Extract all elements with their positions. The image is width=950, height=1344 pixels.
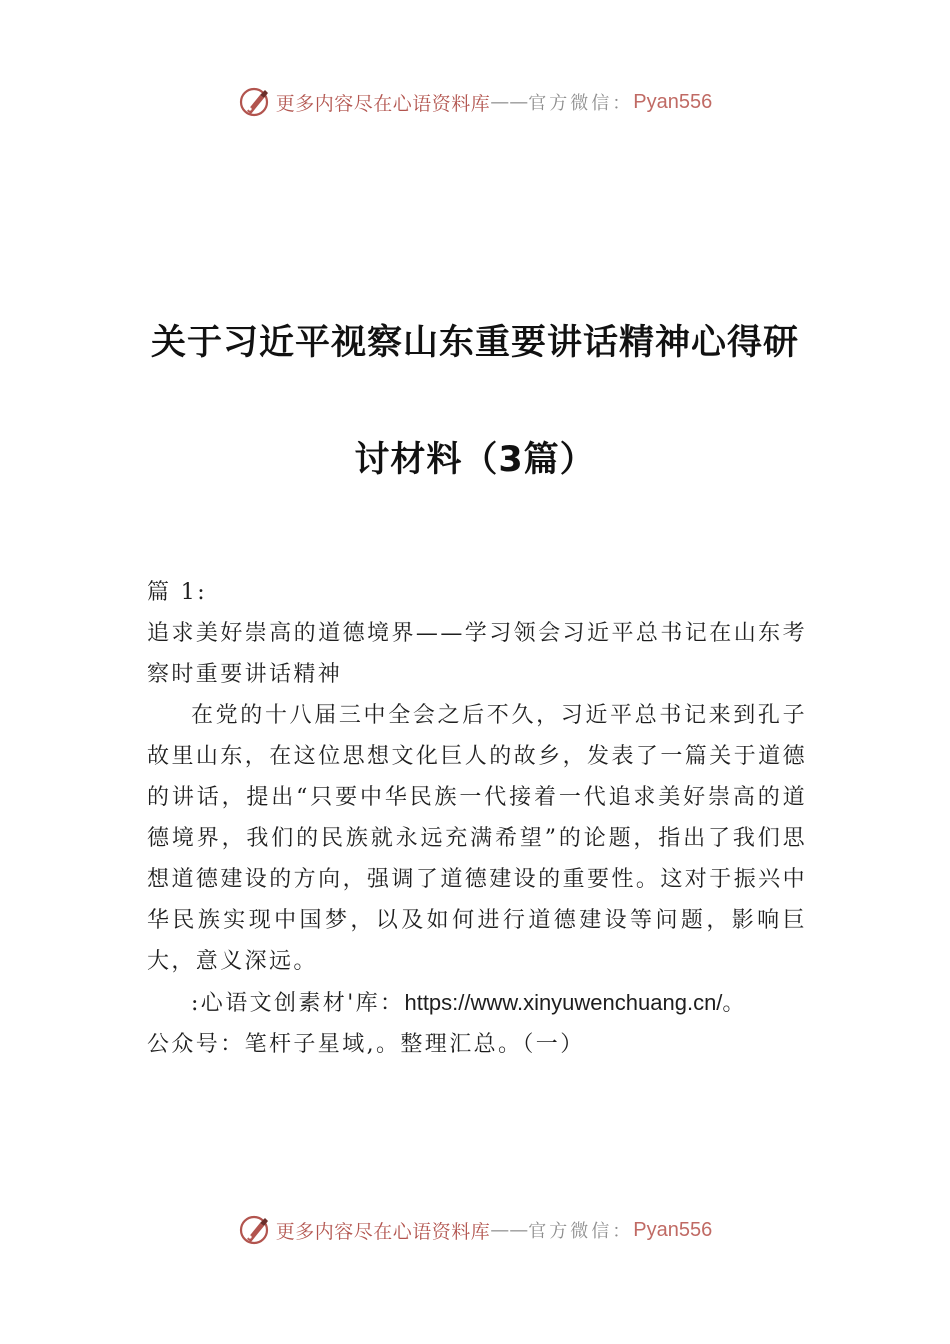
- banner-wechat-id: Pyan556: [633, 1218, 713, 1241]
- source-suffix: 。: [722, 991, 747, 1016]
- body-paragraph: 在党的十八届三中全会之后不久，习近平总书记来到孔子故里山东，在这位思想文化巨人的故乡，发表了一篇关于道德的讲话，提出“只要中华民族一代接着一代追求美好崇高的道德境界，我们的民族就永远充满希望”的论题，指出了我们思想道德建设的方向，强调了道德建设的重要性。这对于振兴中华民族实现中国梦，以及如何进行道德建设等问题，影响巨大，意义深远。: [147, 703, 807, 974]
- banner-wechat-id: Pyan556: [633, 90, 713, 113]
- header-banner: [0, 82, 950, 122]
- banner-label: 官方微信：: [528, 1221, 634, 1242]
- source-line-2: 公众号：笔杆子星域,。整理汇总。（一）: [147, 1032, 585, 1057]
- document-title-line-2: 讨材料（3篇）: [354, 440, 596, 480]
- banner-text: 更多内容尽在心语资料库: [275, 92, 491, 115]
- pen-logo-icon: [238, 1213, 272, 1247]
- banner-text: 更多内容尽在心语资料库: [275, 1220, 491, 1243]
- footer-banner: [0, 1210, 950, 1250]
- banner-separator: ——: [490, 91, 529, 113]
- source-url: https://www.xinyuwenchuang.cn/: [404, 990, 723, 1015]
- source-prefix: :心语文创素材'库：: [191, 991, 405, 1016]
- source-line: [147, 982, 807, 1024]
- document-title-line-1: 关于习近平视察山东重要讲话精神心得研: [150, 323, 799, 363]
- section-subtitle: 追求美好崇高的道德境界——学习领会习近平总书记在山东考察时重要讲话精神: [147, 621, 807, 687]
- pen-logo-icon: [238, 85, 272, 119]
- banner-separator: ——: [490, 1219, 529, 1241]
- banner-label: 官方微信：: [528, 93, 634, 114]
- document-body: [147, 572, 807, 1065]
- section-label: 篇 1:: [147, 580, 208, 605]
